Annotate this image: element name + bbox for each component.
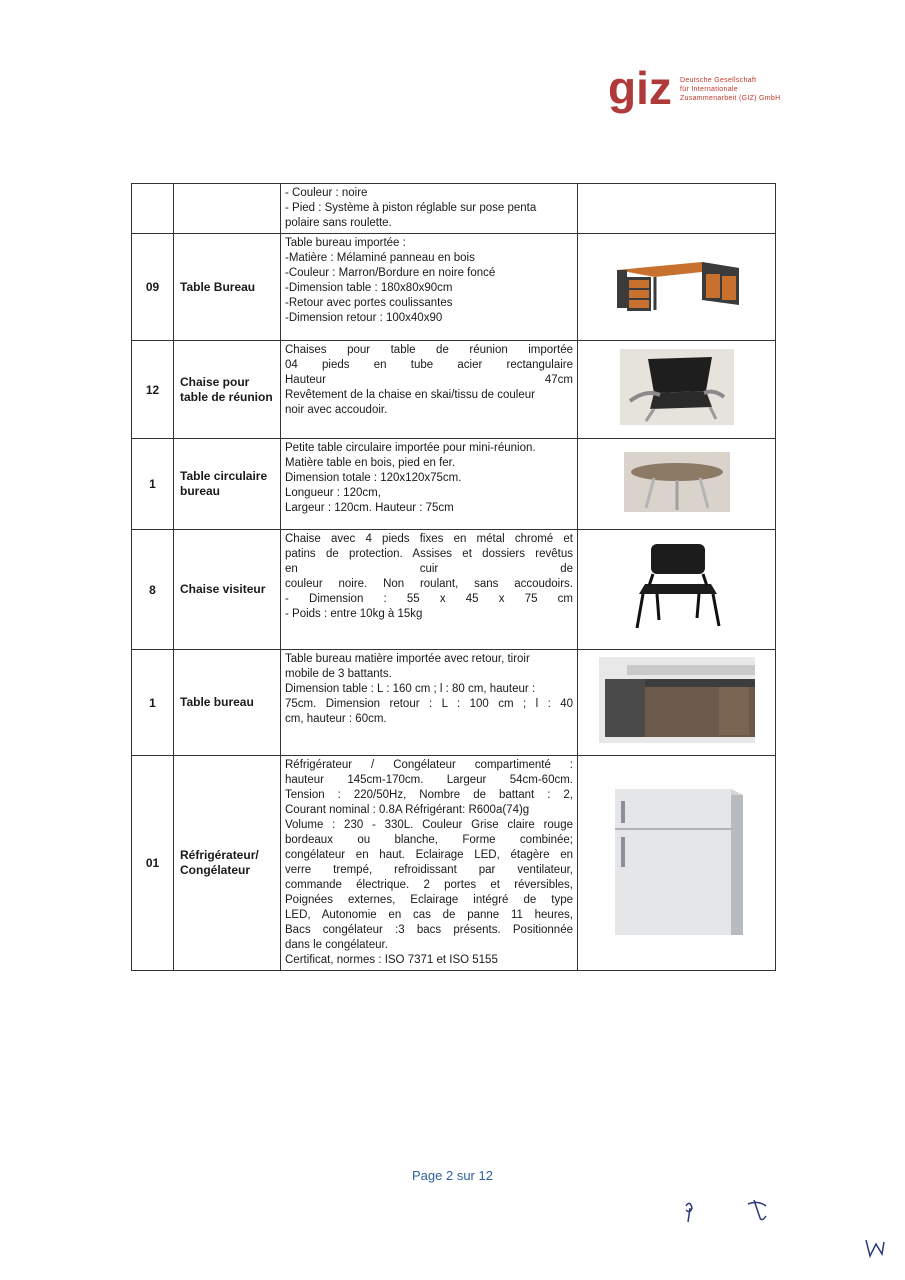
desc-line: verre trempé, refroidissant par ventilateur, xyxy=(285,864,573,876)
giz-logo xyxy=(606,60,846,120)
row-description xyxy=(281,530,578,650)
desc-line: -Couleur : Marron/Bordure en noire foncé xyxy=(285,267,496,279)
row-image xyxy=(578,530,776,650)
table-row xyxy=(132,756,776,971)
row-description xyxy=(281,439,578,530)
row-number: 09 xyxy=(132,234,174,341)
desc-line: - Dimension : 55 x 45 x 75 cm xyxy=(285,593,573,605)
desc-line: -Retour avec portes coulissantes xyxy=(285,297,453,309)
table-row xyxy=(132,650,776,756)
row-name: Réfrigérateur/ Congélateur xyxy=(174,756,281,971)
table-row xyxy=(132,341,776,439)
desc-line: 04 pieds en tube acier rectangulaire xyxy=(285,359,573,371)
meeting-chair-icon xyxy=(620,349,734,425)
desc-line: Matière table en bois, pied en fer. xyxy=(285,457,456,469)
row-name: Table Bureau xyxy=(174,234,281,341)
executive-desk-icon xyxy=(599,657,755,743)
row-number: 1 xyxy=(132,439,174,530)
desc-line: Réfrigérateur / Congélateur compartimenté : xyxy=(285,759,573,771)
row-number: 1 xyxy=(132,650,174,756)
handwritten-initials xyxy=(670,1196,890,1276)
desc-line: - Poids : entre 10kg à 15kg xyxy=(285,608,423,620)
page-number: Page 2 sur 12 xyxy=(412,1168,493,1183)
table-row xyxy=(132,530,776,650)
row-name: Table bureau xyxy=(174,650,281,756)
desc-line: Table bureau importée : xyxy=(285,237,406,249)
row-description xyxy=(281,234,578,341)
desc-line: Courant nominal : 0.8A Réfrigérant: R600a(74)g xyxy=(285,804,530,816)
visitor-chair-icon xyxy=(627,542,727,632)
desc-line: cm, hauteur : 60cm. xyxy=(285,713,387,725)
row-name: Chaise visiteur xyxy=(174,530,281,650)
desc-line: polaire sans roulette. xyxy=(285,217,392,229)
desc-line: - Couleur : noire xyxy=(285,187,368,199)
desc-line: -Dimension retour : 100x40x90 xyxy=(285,312,443,324)
desc-line: couleur noire. Non roulant, sans accoudoirs. xyxy=(285,578,573,590)
desc-line: Dimension table : L : 160 cm ; l : 80 cm, hauteur : xyxy=(285,683,536,695)
desc-line: commande électrique. 2 portes et réversibles, xyxy=(285,879,573,891)
desc-line: Chaises pour table de réunion importée xyxy=(285,344,573,356)
row-image xyxy=(578,756,776,971)
row-description xyxy=(281,184,578,234)
office-desk-icon xyxy=(607,250,747,320)
desc-line: Revêtement de la chaise en skai/tissu de couleur xyxy=(285,389,535,401)
giz-logo-text xyxy=(680,76,780,103)
row-image xyxy=(578,650,776,756)
desc-line: Petite table circulaire importée pour mini-réunion. xyxy=(285,442,536,454)
desc-line: Poignées externes, Eclairage intégré de type xyxy=(285,894,573,906)
desc-line: Certificat, normes : ISO 7371 et ISO 5155 xyxy=(285,954,498,966)
row-description xyxy=(281,650,578,756)
row-name: Chaise pour table de réunion xyxy=(174,341,281,439)
desc-line: en cuir de xyxy=(285,563,573,575)
row-image xyxy=(578,341,776,439)
desc-line: Table bureau matière importée avec retour, tiroir xyxy=(285,653,530,665)
row-image xyxy=(578,184,776,234)
row-number: 8 xyxy=(132,530,174,650)
desc-line: bordeaux ou blanche, Forme combinée; xyxy=(285,834,573,846)
desc-line: congélateur en haut. Eclairage LED, étagère en xyxy=(285,849,573,861)
desc-line: 75cm. Dimension retour : L : 100 cm ; l : 40 xyxy=(285,698,573,710)
row-number: 12 xyxy=(132,341,174,439)
desc-line: LED, Autonomie en cas de panne 11 heures, xyxy=(285,909,573,921)
row-name: Table circulaire bureau xyxy=(174,439,281,530)
desc-line: Longueur : 120cm, xyxy=(285,487,381,499)
row-number: 01 xyxy=(132,756,174,971)
desc-line: Largeur : 120cm. Hauteur : 75cm xyxy=(285,502,454,514)
row-name xyxy=(174,184,281,234)
logo-line: Zusammenarbeit (GIZ) GmbH xyxy=(680,95,781,102)
logo-line: für Internationale xyxy=(680,86,738,93)
desc-line: -Dimension table : 180x80x90cm xyxy=(285,282,453,294)
table-row xyxy=(132,439,776,530)
desc-line: mobile de 3 battants. xyxy=(285,668,392,680)
desc-line: Tension : 220/50Hz, Nombre de battant : 2, xyxy=(285,789,573,801)
desc-line: - Pied : Système à piston réglable sur pose penta xyxy=(285,202,537,214)
desc-line: hauteur 145cm-170cm. Largeur 54cm-60cm. xyxy=(285,774,573,786)
table-row xyxy=(132,184,776,234)
svg-text:giz: giz xyxy=(608,62,672,114)
desc-line: noir avec accoudoir. xyxy=(285,404,388,416)
desc-line: dans le congélateur. xyxy=(285,939,388,951)
desc-line: Bacs congélateur :3 bacs présents. Positionnée xyxy=(285,924,573,936)
row-image xyxy=(578,439,776,530)
table-row xyxy=(132,234,776,341)
giz-logo-mark xyxy=(606,60,678,120)
desc-line: Hauteur 47cm xyxy=(285,374,573,386)
desc-line: Dimension totale : 120x120x75cm. xyxy=(285,472,462,484)
refrigerator-icon xyxy=(607,781,747,941)
row-description xyxy=(281,756,578,971)
row-description xyxy=(281,341,578,439)
spec-table xyxy=(131,183,776,971)
round-table-icon xyxy=(624,452,730,512)
row-number xyxy=(132,184,174,234)
desc-line: Chaise avec 4 pieds fixes en métal chromé et xyxy=(285,533,573,545)
logo-line: Deutsche Gesellschaft xyxy=(680,77,757,84)
row-image xyxy=(578,234,776,341)
desc-line: -Matière : Mélaminé panneau en bois xyxy=(285,252,475,264)
desc-line: Volume : 230 - 330L. Couleur Grise claire rouge xyxy=(285,819,573,831)
desc-line: patins de protection. Assises et dossiers revêtus xyxy=(285,548,573,560)
